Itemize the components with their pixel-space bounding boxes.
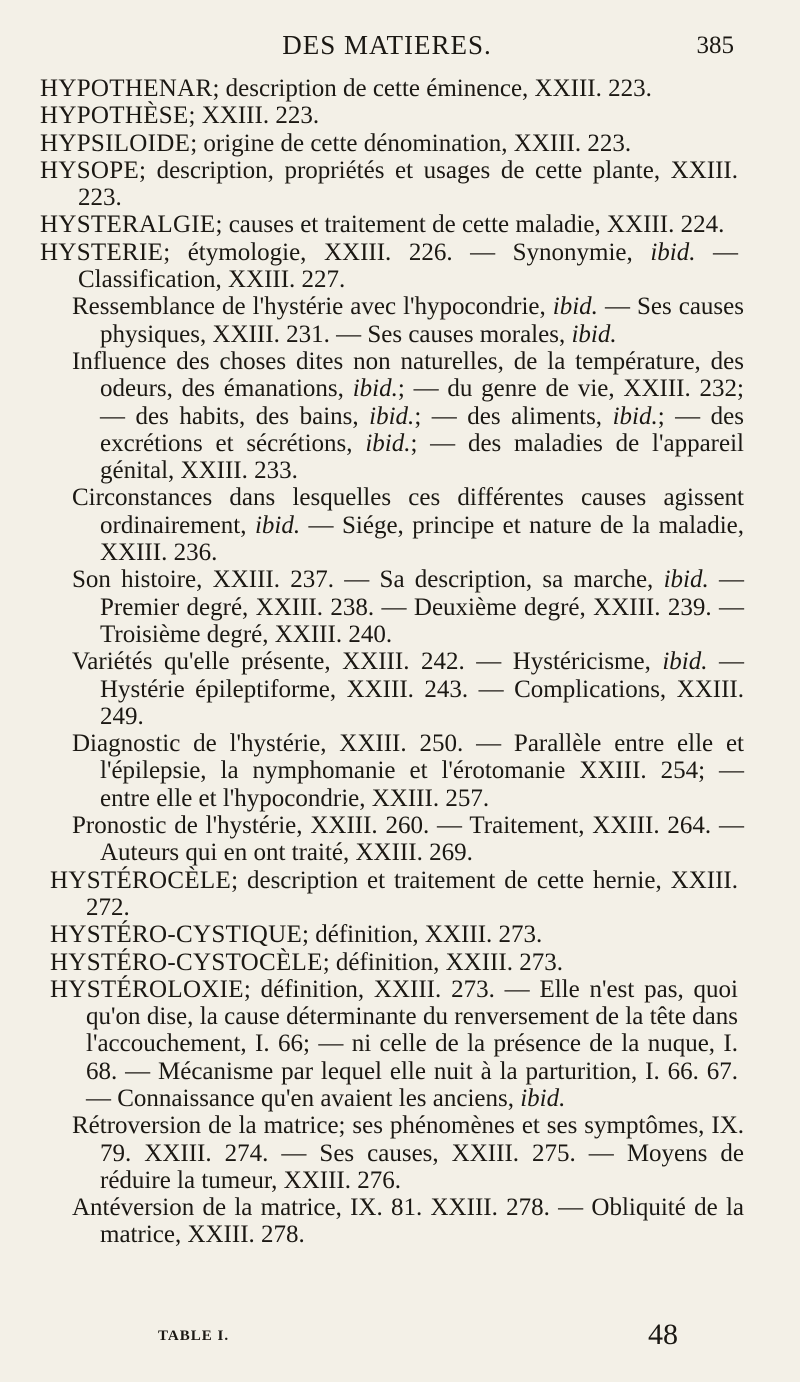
entry-text: Antéversion de la matrice, IX. 81. XXIII. 278. — Obliquité de la matrice, XXIII. 278.	[72, 1194, 744, 1249]
entry-text: ; origine de cette dénomination, XXIII. 223.	[190, 129, 632, 157]
ibid-reference: ibid.	[520, 1084, 566, 1112]
entry-text: ; causes et traitement de cette maladie, XXIII. 224.	[215, 211, 725, 239]
entry-headword: HYSTÉRO-CYSTIQUE	[50, 921, 303, 949]
entry-headword: HYSOPE	[40, 156, 140, 184]
entry-text: — Siége, principe et nature de la maladie, XXIII. 236.	[100, 511, 744, 567]
entry-text: Son histoire, XXIII. 237. — Sa description, sa marche,	[72, 566, 664, 594]
ibid-reference: ibid.	[650, 238, 696, 266]
entry-text: ; description et traitement de cette hernie, XXIII. 272.	[86, 866, 738, 921]
page-header	[40, 30, 734, 70]
ibid-reference: ibid.	[352, 375, 398, 403]
entry-text: Influence des choses dites non naturelles, de la température, des odeurs, des émanations,	[72, 347, 744, 403]
page-number: 385	[696, 32, 734, 59]
entry-text: Pronostic de l'hystérie, XXIII. 260. — Traitement, XXIII. 264. — Auteurs qui en ont traité, XXIII. 269.	[72, 812, 744, 867]
index-entry	[0, 130, 800, 157]
ibid-reference: ibid.	[369, 402, 415, 430]
entry-text: Variétés qu'elle présente, XXIII. 242. — Hystéricisme,	[72, 648, 663, 676]
index-subentry	[0, 812, 800, 867]
entry-headword: HYPSILOIDE	[40, 129, 191, 157]
signature-mark: TABLE I.	[158, 1328, 230, 1344]
entry-text: ; description, propriétés et usages de cette plante, XXIII. 223.	[78, 156, 738, 212]
index-subentry	[0, 484, 800, 566]
ibid-reference: ibid.	[254, 511, 301, 539]
entry-text: — Classification, XXIII. 227.	[78, 238, 738, 294]
ibid-reference: ibid.	[552, 293, 598, 321]
entry-text: ; définition, XXIII. 273.	[322, 948, 563, 976]
index-entry	[0, 867, 800, 922]
index-subentry	[0, 730, 800, 812]
page-footer	[0, 1318, 800, 1358]
ibid-reference: ibid.	[612, 402, 658, 430]
entry-text: Rétroversion de la matrice; ses phénomènes et ses symptômes, IX. 79. XXIII. 274. — Ses causes, XXIII. 275. — Moyens de réduire la tumeur, XXIII. 276.	[72, 1112, 744, 1194]
entry-text: ; définition, XXIII. 273.	[302, 921, 543, 949]
index-subentry	[0, 348, 800, 484]
entry-headword: HYPOTHENAR	[40, 75, 213, 102]
ibid-reference: ibid.	[663, 566, 709, 594]
index-entries	[0, 75, 800, 1249]
index-subentry	[0, 566, 800, 648]
index-entry	[0, 211, 800, 238]
entry-headword: HYSTERALGIE	[40, 211, 216, 239]
index-entry	[0, 102, 800, 129]
entry-text: ; définition, XXIII. 273. — Elle n'est pas, quoi qu'on dise, la cause déterminante du renversement de la tête dans l'accouchement, I. 66; — ni celle de la présence de la nuque, I. 68. — Mécanisme par lequel elle nuit à la parturition, I. 66. 67. — Connaissance qu'en avaient les anciens,	[86, 975, 738, 1112]
entry-text: — Premier degré, XXIII. 238. — Deuxième degré, XXIII. 239. — Troisième degré, XXIII. 240.	[100, 566, 744, 648]
entry-headword: HYPOTHÈSE	[40, 102, 189, 130]
entry-text: ; étymologie, XXIII. 226. — Synonymie,	[163, 238, 651, 266]
index-entry	[0, 157, 800, 212]
ibid-reference: ibid.	[571, 320, 617, 348]
gathering-number: 48	[648, 1318, 678, 1351]
entry-text: Ressemblance de l'hystérie avec l'hypocondrie,	[72, 293, 553, 321]
index-entry	[0, 75, 800, 102]
running-head: DES MATIERES.	[282, 30, 492, 60]
index-subentry	[0, 293, 800, 348]
entry-headword: HYSTÉROLOXIE	[50, 975, 244, 1003]
entry-text: — Hystérie épileptiforme, XXIII. 243. — Complications, XXIII. 249.	[100, 648, 745, 730]
entry-text: — Ses causes physiques, XXIII. 231. — Ses causes morales,	[100, 293, 744, 348]
entry-text: ; — des excrétions et sécrétions,	[100, 402, 744, 457]
index-subentry	[0, 648, 800, 730]
index-subentry	[0, 1112, 800, 1194]
ibid-reference: ibid.	[365, 429, 411, 457]
entry-text: Diagnostic de l'hystérie, XXIII. 250. — Parallèle entre elle et l'épilepsie, la nymphomanie et l'érotomanie XXIII. 254; — entre elle et l'hypocondrie, XXIII. 257.	[72, 730, 744, 812]
index-subentry	[0, 1194, 800, 1249]
index-entry	[0, 949, 800, 976]
index-entry	[0, 921, 800, 948]
entry-headword: HYSTERIE	[40, 238, 164, 266]
index-entry	[0, 239, 800, 294]
entry-text: ; — des maladies de l'appareil génital, XXIII. 233.	[100, 429, 744, 485]
entry-text: ; XXIII. 223.	[188, 102, 320, 130]
entry-text: ; — des aliments,	[414, 402, 613, 430]
entry-headword: HYSTÉROCÈLE	[50, 866, 232, 894]
index-entry	[0, 976, 800, 1112]
entry-text: ; description de cette éminence, XXIII. 223.	[212, 75, 652, 102]
ibid-reference: ibid.	[662, 648, 708, 676]
entry-headword: HYSTÉRO-CYSTOCÈLE	[50, 948, 323, 976]
entry-text: ; — du genre de vie, XXIII. 232; — des habits, des bains,	[100, 375, 744, 430]
entry-text: Circonstances dans lesquelles ces différentes causes agissent ordinairement,	[72, 484, 744, 539]
